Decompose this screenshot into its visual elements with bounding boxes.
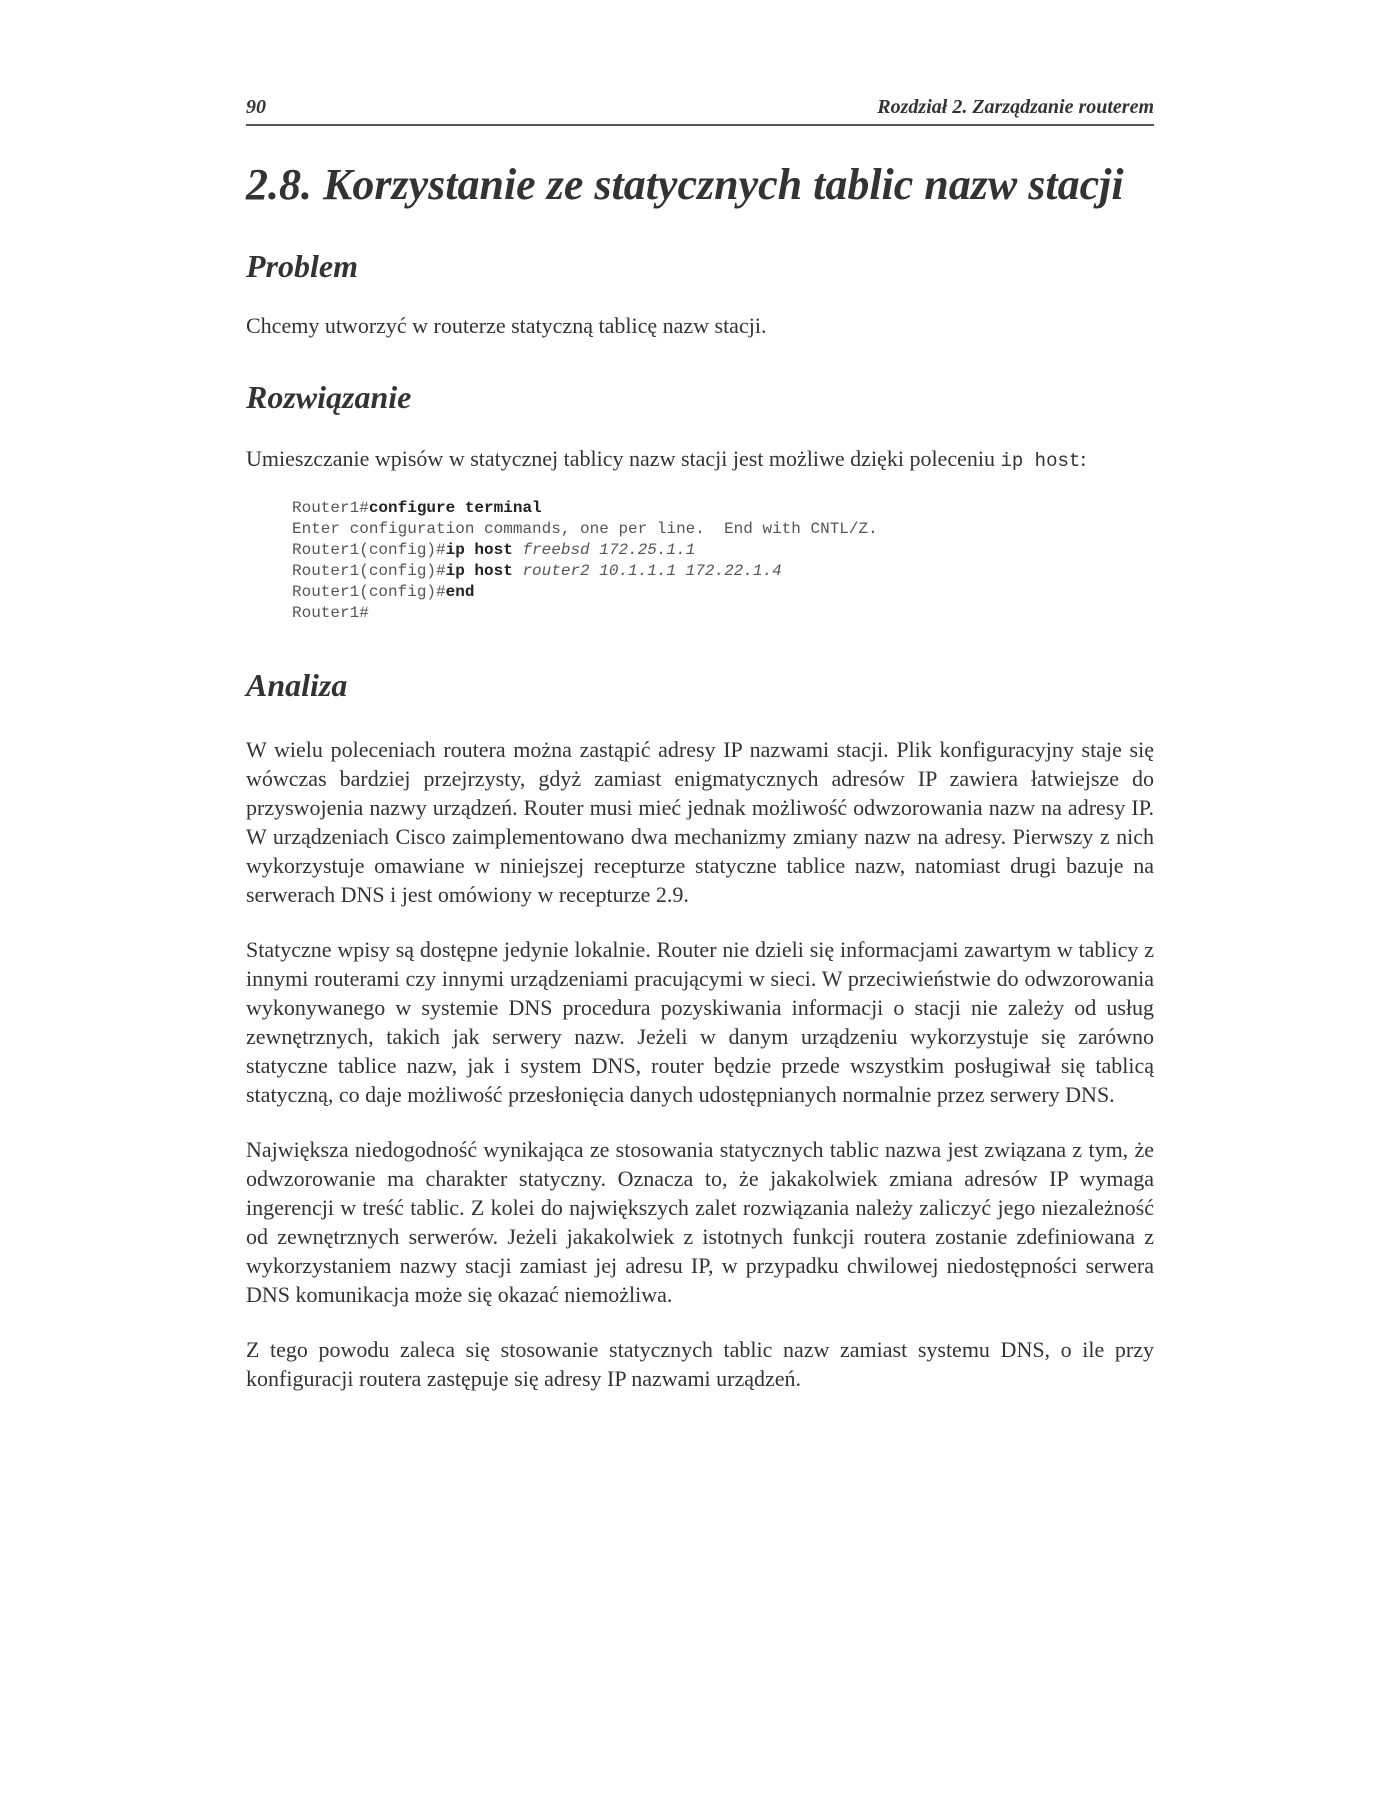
section-title: 2.8. Korzystanie ze statycznych tablic nazw stacji [246,160,1124,209]
book-page [246,96,1154,1393]
solution-text-after: : [1080,446,1087,472]
inline-command: ip host [1000,450,1081,473]
analysis-heading: Analiza [246,667,348,704]
code-line-5 [292,582,1154,603]
code-command: end [445,583,475,602]
code-prompt: Router1# [292,604,369,623]
code-command: ip host [445,541,523,560]
code-line-4 [292,561,1154,582]
running-header [246,96,1154,126]
analysis-paragraph: Z tego powodu zaleca się stosowanie statycznych tablic nazw zamiast systemu DNS, o ile przy konfiguracji routera zastępuje się adresy IP nazwami urządzeń. [246,1336,1154,1391]
code-prompt: Router1# [292,499,369,518]
page-number: 90 [246,96,266,118]
analysis-paragraph: Statyczne wpisy są dostępne jedynie lokalnie. Router nie dzieli się informacjami zawartym w tablicy z innymi routerami czy innymi urządzeniami pracującymi w sieci. W przeciwieństwie do odwzorowania wykonywanego w systemie DNS procedura pozyskiwania informacji o stacji nie zależy od usług zewnętrznych, takich jak serwery nazw. Jeżeli w danym urządzeniu wykorzystuje się zarówno statyczne tablice nazw, jak i system DNS, router będzie przede wszystkim posługiwał się tablicą statyczną, co daje możliwość przesłonięcia danych udostępnianych normalnie przez serwery DNS. [246,936,1154,1107]
code-prompt: Router1(config)# [292,541,446,560]
chapter-title: Rozdział 2. Zarządzanie routerem [877,96,1154,118]
code-line-1 [292,498,1154,519]
code-prompt: Router1(config)# [292,583,446,602]
code-command: ip host [445,562,523,581]
analysis-paragraph: W wielu poleceniach routera można zastąpić adresy IP nazwami stacji. Plik konfiguracyjny staje się wówczas bardziej przejrzysty, gdyż zamiast enigmatycznych adresów IP zawiera łatwiejsze do przyswojenia nazwy urządzeń. Router musi mieć jednak możliwość odwzorowania nazw na adresy IP. W urządzeniach Cisco zaimplementowano dwa mechanizmy zmiany nazw na adresy. Pierwszy z nich wykorzystuje omawiane w niniejszej recepturze statyczne tablice nazw, natomiast drugi bazuje na serwerach DNS i jest omówiony w recepturze 2.9. [246,736,1154,907]
problem-text: Chcemy utworzyć w routerze statyczną tablicę nazw stacji. [246,312,767,338]
code-prompt: Router1(config)# [292,562,446,581]
code-listing [292,498,1154,624]
solution-heading: Rozwiązanie [246,378,412,415]
code-command: configure terminal [368,499,542,518]
code-argument: freebsd 172.25.1.1 [522,541,696,560]
code-line-6 [292,603,1154,624]
analysis-paragraph: Największa niedogodność wynikająca ze stosowania statycznych tablic nazwa jest związana z tym, że odwzorowanie ma charakter statyczny. Oznacza to, że jakakolwiek zmiana adresów IP wymaga ingerencji w treść tablic. Z kolei do największych zalet rozwiązania należy zaliczyć jego niezależność od zewnętrznych serwerów. Jeżeli jakakolwiek z istotnych funkcji routera zostanie zdefiniowana z wykorzystaniem nazwy stacji zamiast jej adresu IP, w przypadku chwilowej niedostępności serwera DNS komunikacja może się okazać niemożliwa. [246,1136,1154,1307]
code-line-2: Enter configuration commands, one per line. End with CNTL/Z. [292,520,878,539]
solution-text-before: Umieszczanie wpisów w statycznej tablicy nazw stacji jest możliwe dzięki poleceniu [246,446,1001,472]
solution-text [246,444,1154,476]
code-line-3 [292,540,1154,561]
problem-heading: Problem [246,247,358,284]
code-argument: router2 10.1.1.1 172.22.1.4 [522,562,782,581]
